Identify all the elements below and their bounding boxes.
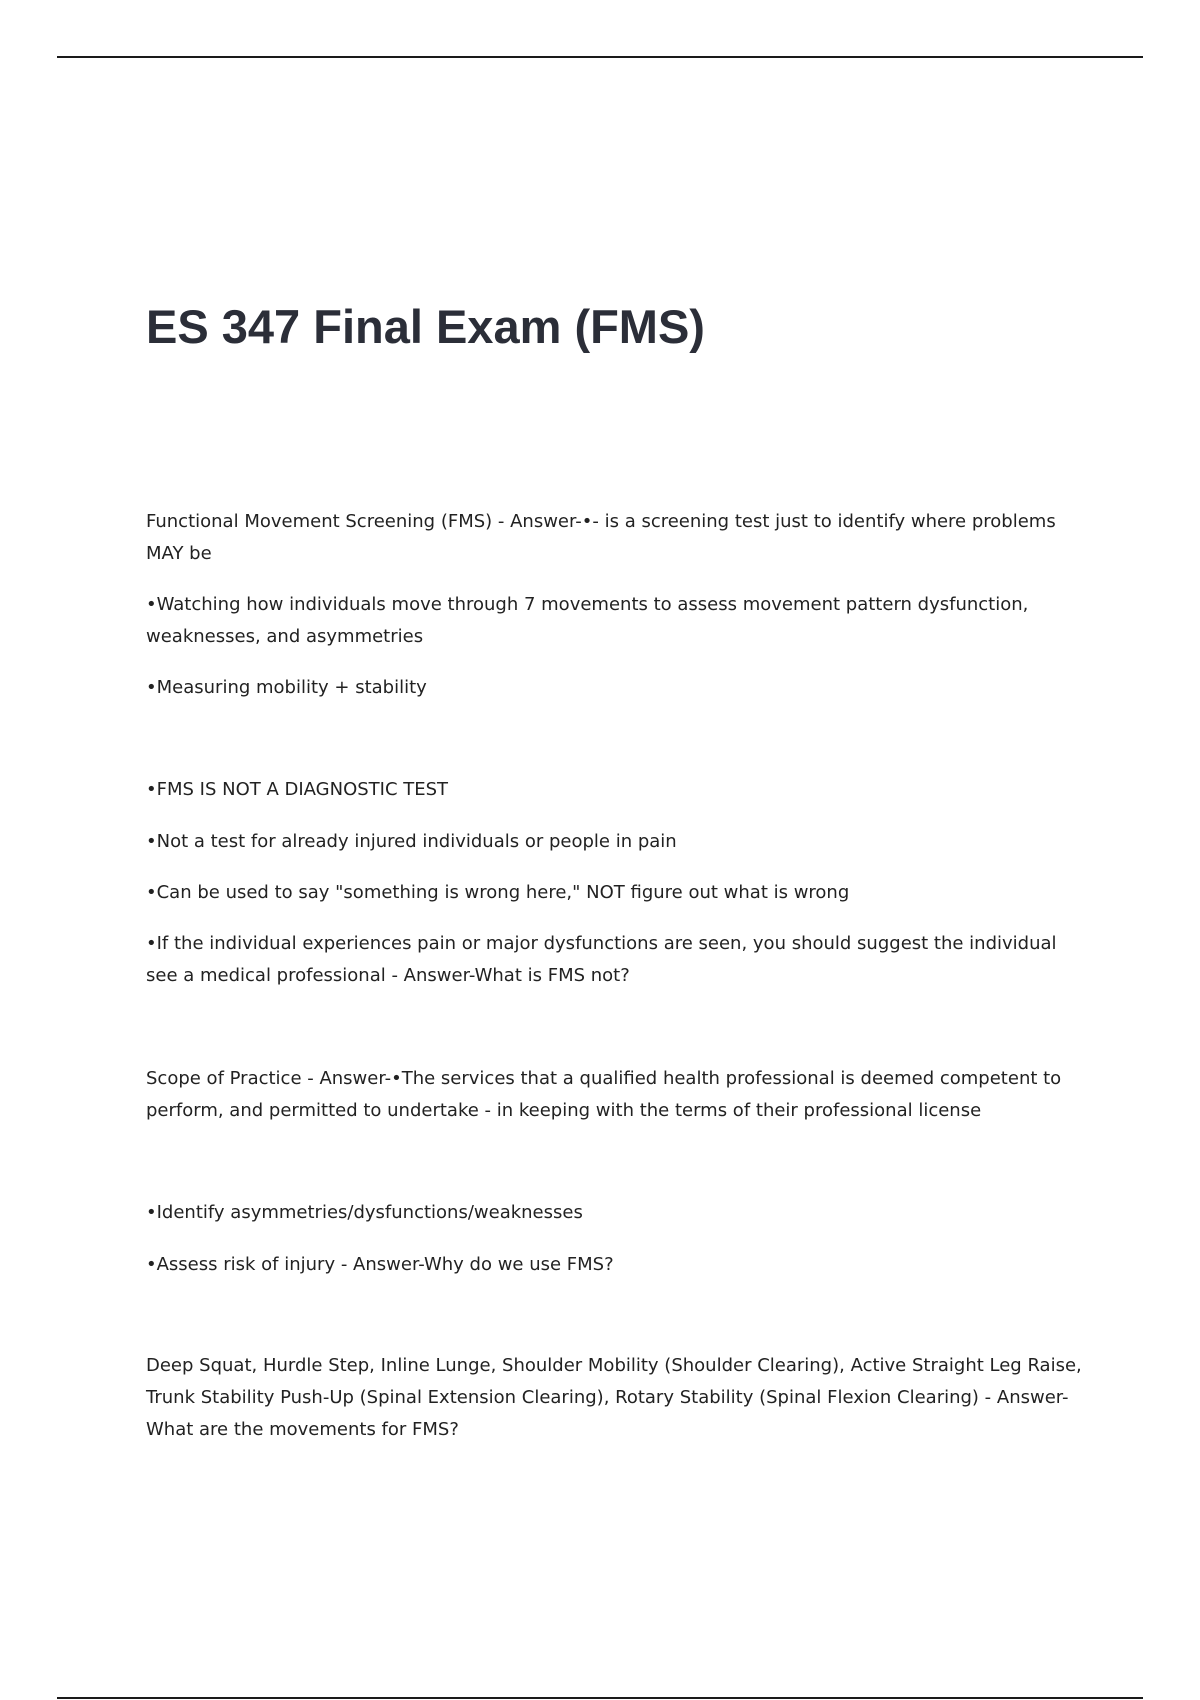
top-rule (57, 56, 1143, 58)
paragraph-scope-of-practice: Scope of Practice - Answer-•The services that a qualified health professional is deemed competent to perform, and permitted to undertake - in keeping with the terms of their professional license (146, 1068, 1062, 1121)
page-title: ES 347 Final Exam (FMS) (146, 300, 705, 353)
paragraph-assess-risk: •Assess risk of injury - Answer-Why do we use FMS? (146, 1254, 614, 1275)
paragraph-something-wrong: •Can be used to say "something is wrong here," NOT figure out what is wrong (146, 882, 850, 903)
paragraph-identify-asymmetries: •Identify asymmetries/dysfunctions/weaknesses (146, 1202, 583, 1223)
paragraph-not-for-injured: •Not a test for already injured individuals or people in pain (146, 831, 677, 852)
paragraph-watching-movements: •Watching how individuals move through 7 movements to assess movement pattern dysfunction, weaknesses, and asymmetries (146, 594, 1029, 647)
paragraph-fms-movements: Deep Squat, Hurdle Step, Inline Lunge, Shoulder Mobility (Shoulder Clearing), Active Straight Leg Raise, Trunk Stability Push-Up (Spinal Extension Clearing), Rotary Stability (Spinal Flexion Clearing) - Answer-What are the movements for FMS? (146, 1355, 1082, 1440)
bottom-rule (57, 1697, 1143, 1699)
paragraph-medical-professional: •If the individual experiences pain or major dysfunctions are seen, you should suggest the individual see a medical professional - Answer-What is FMS not? (146, 933, 1057, 986)
paragraph-fms-definition: Functional Movement Screening (FMS) - Answer-•- is a screening test just to identify where problems MAY be (146, 511, 1056, 564)
paragraph-not-diagnostic: •FMS IS NOT A DIAGNOSTIC TEST (146, 779, 449, 800)
paragraph-mobility-stability: •Measuring mobility + stability (146, 677, 427, 698)
